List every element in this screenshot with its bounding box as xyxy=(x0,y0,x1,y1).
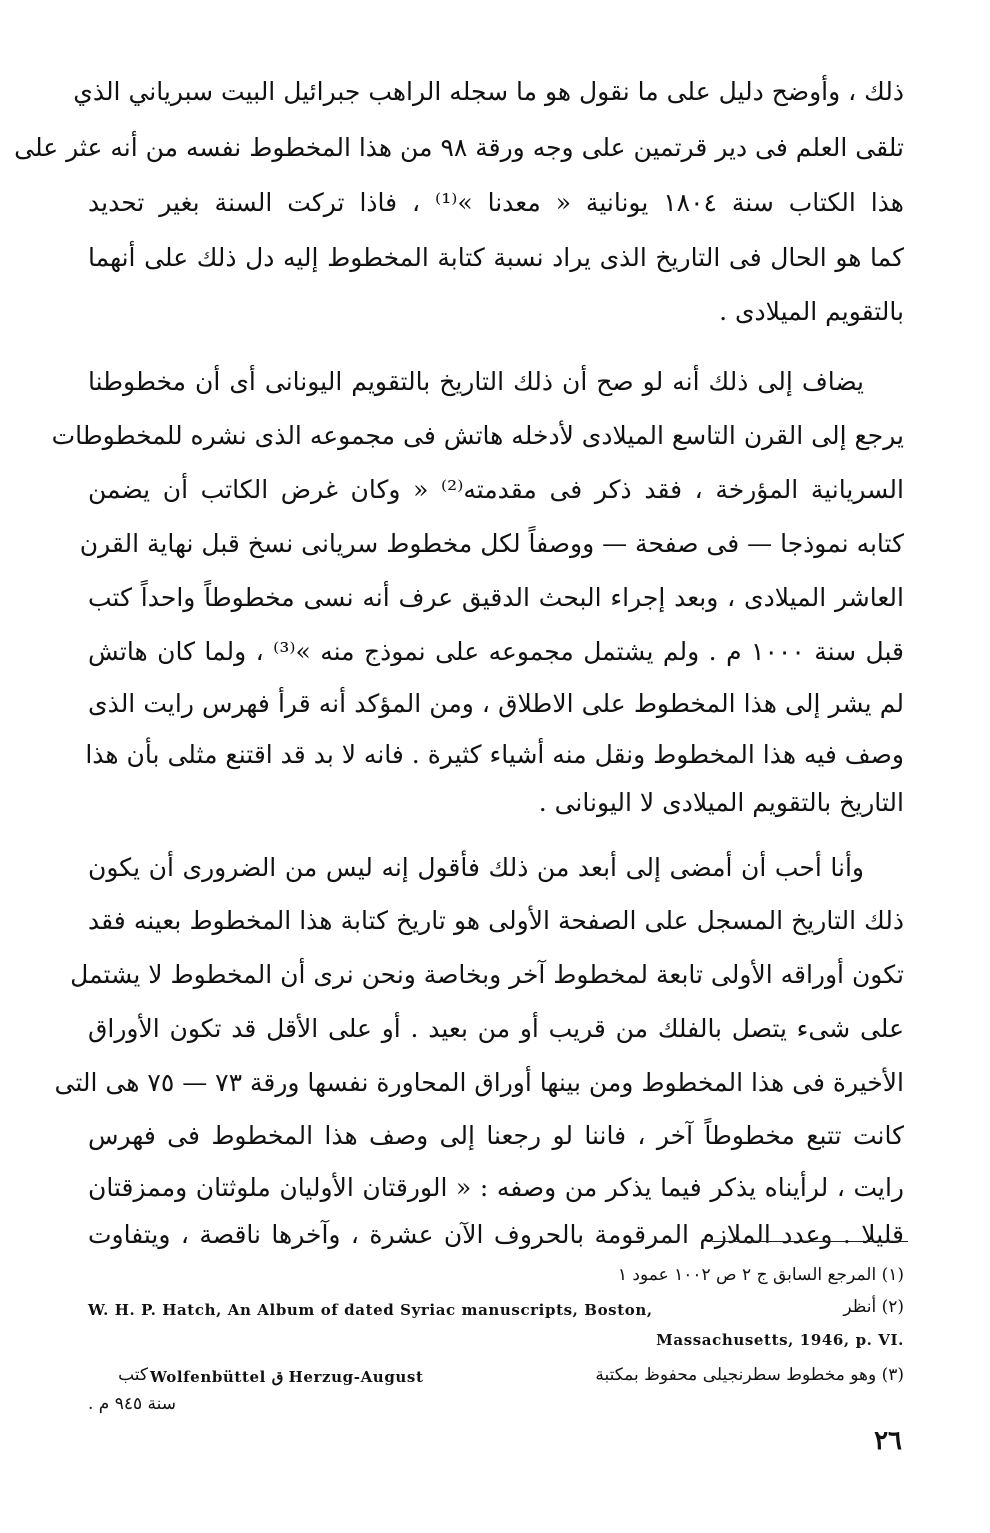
footnote-separator xyxy=(712,1241,908,1242)
paragraph-3-line-4: على شىء يتصل بالفلك من قريب أو من بعيد . أو على الأقل قد تكون الأوراق xyxy=(88,1014,904,1043)
paragraph-3-line-7: رايت ، لرأيناه يذكر فيما يذكر من وصفه : « الورقتان الأوليان ملوثتان وممزقتان xyxy=(88,1173,904,1202)
paragraph-2-line-8: وصف فيه هذا المخطوط ونقل منه أشياء كثيرة . فانه لا بد قد اقتنع مثلى بأن هذا xyxy=(85,740,904,769)
paragraph-3-line-6: كانت تتبع مخطوطاً آخر ، فاننا لو رجعنا إلى وصف هذا المخطوط فى فهرس xyxy=(88,1121,904,1150)
footnote-2-citation-continued: Massachusetts, 1946, p. VI. xyxy=(656,1331,904,1349)
paragraph-2-line-1: يضاف إلى ذلك أنه لو صح أن ذلك التاريخ بالتقويم اليونانى أى أن مخطوطنا xyxy=(88,367,864,396)
paragraph-1-line-1: ذلك ، وأوضح دليل على ما نقول هو ما سجله الراهب جبرائيل البيت سبرياني الذي xyxy=(73,77,904,106)
paragraph-2-line-9: التاريخ بالتقويم الميلادى لا اليونانى . xyxy=(538,788,904,817)
footnote-3-start: (٣) وهو مخطوط سطرنجيلى محفوظ بمكتبة xyxy=(595,1365,904,1385)
paragraph-2-line-5: العاشر الميلادى ، وبعد إجراء البحث الدقيق عرف أنه نسى مخطوطاً واحداً كتب xyxy=(88,583,904,612)
footnote-2-citation: W. H. P. Hatch, An Album of dated Syriac manuscripts, Boston, xyxy=(88,1301,653,1319)
paragraph-3-line-8: قليلا . وعدد الملازم المرقومة بالحروف الآن عشرة ، وآخرها ناقصة ، ويتفاوت xyxy=(88,1220,904,1249)
page-number: ٢٦ xyxy=(874,1426,902,1456)
paragraph-3-line-1: وأنا أحب أن أمضى إلى أبعد من ذلك فأقول إنه ليس من الضرورى أن يكون xyxy=(88,853,864,882)
paragraph-1-line-5: بالتقويم الميلادى . xyxy=(719,297,904,326)
paragraph-2-line-7: لم يشر إلى هذا المخطوط على الاطلاق ، ومن المؤكد أنه قرأ فهرس رايت الذى xyxy=(88,689,904,718)
footnote-3-end: كتب xyxy=(118,1365,148,1385)
footnote-3-date: سنة ٩٤٥ م . xyxy=(88,1394,177,1414)
paragraph-2-line-3: السريانية المؤرخة ، فقد ذكر فى مقدمته⁽²⁾ « وكان غرض الكاتب أن يضمن xyxy=(88,475,904,504)
paragraph-1-line-2: تلقى العلم فى دير قرتمين على وجه ورقة ٩٨ من هذا المخطوط نفسه من أنه عثر على xyxy=(14,133,904,162)
paragraph-2-line-2: يرجع إلى القرن التاسع الميلادى لأدخله هاتش فى مجموعه الذى نشره للمخطوطات xyxy=(51,421,904,450)
footnote-1: (١) المرجع السابق ج ٢ ص ١٠٠٢ عمود ١ xyxy=(617,1265,904,1285)
footnote-3-library: Wolfenbüttel ق Herzug-August xyxy=(150,1368,424,1386)
paragraph-2-line-4: كتابه نموذجا — فى صفحة — ووصفاً لكل مخطوط سريانى نسخ قبل نهاية القرن xyxy=(79,529,904,558)
paragraph-3-line-2: ذلك التاريخ المسجل على الصفحة الأولى هو تاريخ كتابة هذا المخطوط بعينه فقد xyxy=(88,906,904,935)
paragraph-1-line-3: هذا الكتاب سنة ١٨٠٤ يونانية « معدنا »⁽¹⁾ ، فاذا تركت السنة بغير تحديد xyxy=(88,188,904,217)
paragraph-3-line-5: الأخيرة فى هذا المخطوط ومن بينها أوراق المحاورة نفسها ورقة ٧٣ — ٧٥ هى التى xyxy=(54,1068,904,1097)
paragraph-2-line-6: قبل سنة ١٠٠٠ م . ولم يشتمل مجموعه على نموذج منه »⁽³⁾ ، ولما كان هاتش xyxy=(88,637,904,666)
paragraph-1-line-4: كما هو الحال فى التاريخ الذى يراد نسبة كتابة المخطوط إليه دل ذلك على أنهما xyxy=(88,243,904,272)
paragraph-3-line-3: تكون أوراقه الأولى تابعة لمخطوط آخر وبخاصة ونحن نرى أن المخطوط لا يشتمل xyxy=(70,960,904,989)
footnote-2-marker: (٢) أنظر xyxy=(843,1297,904,1317)
